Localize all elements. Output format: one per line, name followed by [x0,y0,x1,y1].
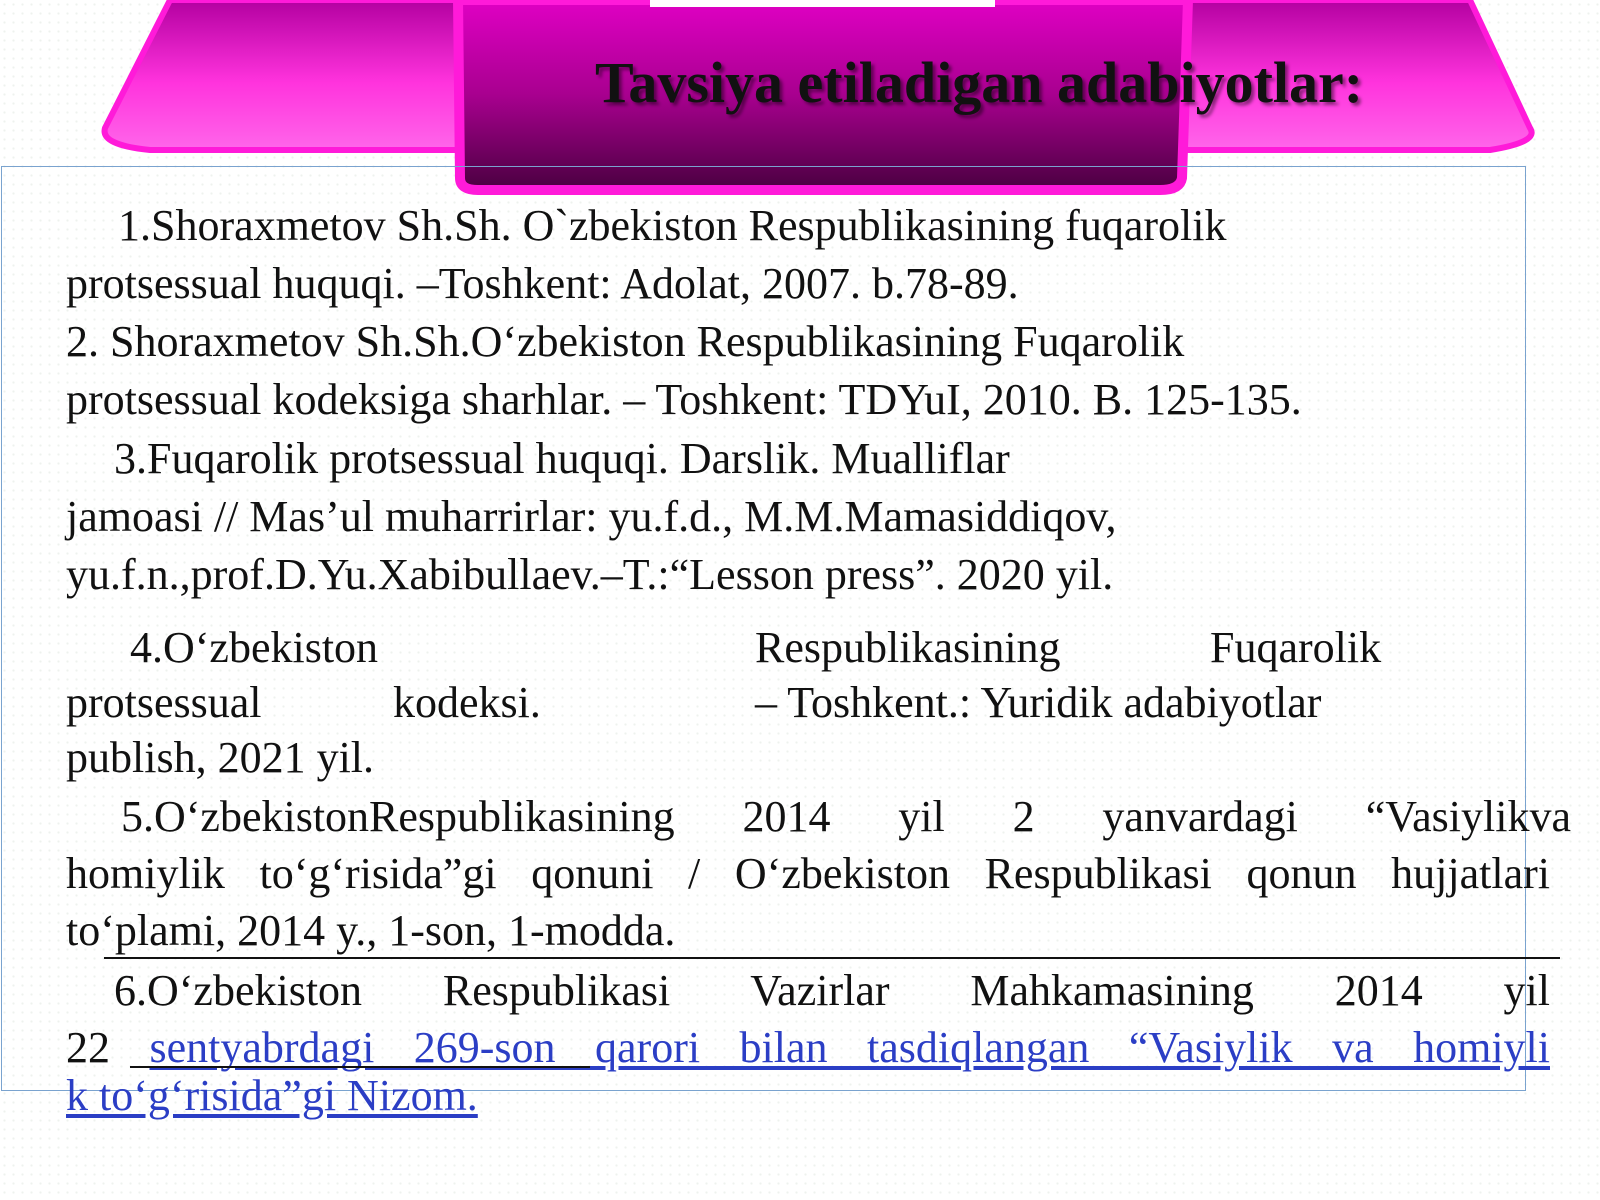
reference-3 [66,430,1117,604]
reference-1-line-1: 1.Shoraxmetov Sh.Sh. O`zbekiston Respublikasining fuqarolik [118,201,1227,250]
slide-title: Tavsiya etiladigan adabiyotlar: [595,50,1364,115]
reference-2-line-1: 2. Shoraxmetov Sh.Sh.O‘zbekiston Respublikasining Fuqarolik [66,317,1185,366]
reference-6-prefix: 22 [66,1023,150,1072]
ribbon-left-tail [105,0,470,150]
reference-4-cell-5: kodeksi. [393,678,541,727]
reference-2 [66,313,1302,429]
reference-5-line-3: to‘plami, 2014 y., 1-son, 1-modda. [66,906,676,955]
reference-6-line-1: 6.O‘zbekiston Respublikasi Vazirlar Mahkamasining 2014 yil [114,966,1550,1015]
reference-6-link-line-1[interactable]: sentyabrdagi 269-son qarori bilan tasdiqlangan “Vasiylik va homiyli [149,1023,1550,1072]
reference-4-cell-2: Respublikasining [755,623,1061,672]
reference-5 [66,788,1571,959]
reference-4-cell-4: protsessual [66,678,262,727]
reference-2-line-2: protsessual kodeksiga sharhlar. – Toshkent: TDYuI, 2010. B. 125-135. [66,375,1302,424]
reference-4-cell-3: Fuqarolik [1210,623,1382,672]
reference-4-cell-7: publish, 2021 yil. [66,733,375,782]
underline-rule [104,957,1560,959]
reference-5-line-2: homiylik to‘g‘risida”gi qonuni / O‘zbekiston Respublikasi qonun hujjatlari [66,849,1550,898]
reference-6 [66,962,1550,1120]
reference-5-line-1: 5.O‘zbekistonRespublikasining 2014 yil 2 yanvardagi “Vasiylikva [121,792,1571,841]
reference-4-cell-6: – Toshkent.: Yuridik adabiyotlar [755,678,1322,727]
underline-rule-2 [130,1066,590,1068]
reference-3-line-3: yu.f.n.,prof.D.Yu.Xabibullaev.–T.:“Lesson press”. 2020 yil. [66,550,1114,599]
reference-1-line-2: protsessual huquqi. –Toshkent: Adolat, 2007. b.78-89. [66,259,1019,308]
reference-6-link-line-2[interactable]: k to‘g‘risida”gi Nizom. [66,1071,478,1120]
reference-4-cell-1: 4.O‘zbekiston [130,623,379,672]
ribbon-notch [650,0,995,7]
reference-1 [66,197,1226,313]
reference-3-line-1: 3.Fuqarolik protsessual huquqi. Darslik. Mualliflar [114,434,1010,483]
reference-3-line-2: jamoasi // Mas’ul muharrirlar: yu.f.d., M.M.Mamasiddiqov, [66,492,1117,541]
